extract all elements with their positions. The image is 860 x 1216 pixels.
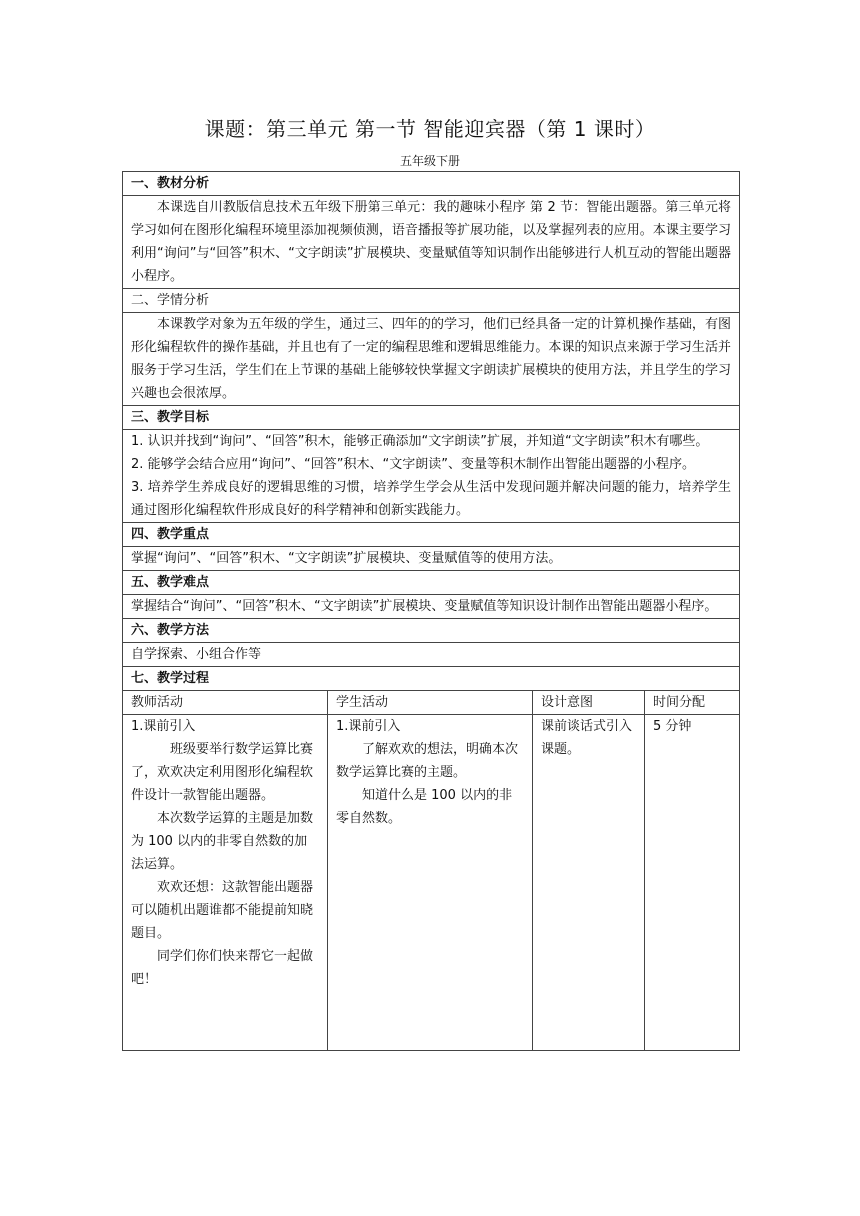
student-activity-cell (328, 715, 533, 1051)
design-intent-cell: 课前谈话式引入课题。 (533, 715, 645, 1051)
section-heading: 二、学情分析 (123, 289, 740, 313)
section-6-header-row (123, 619, 740, 643)
process-column-header-row (123, 691, 740, 715)
time-allocation-cell: 5 分钟 (645, 715, 740, 1051)
section-heading: 七、教学过程 (123, 667, 740, 691)
section-2-body-row (123, 313, 740, 406)
section-heading: 五、教学难点 (123, 571, 740, 595)
goal-item: 3. 培养学生养成良好的逻辑思维的习惯，培养学生学会从生活中发现问题并解决问题的能力，培养学生通过图形化编程软件形成良好的科学精神和创新实践能力。 (131, 480, 732, 518)
student-paragraph: 知道什么是 100 以内的非零自然数。 (336, 788, 513, 826)
student-paragraph: 了解欢欢的想法，明确本次数学运算比赛的主题。 (336, 742, 519, 780)
section-2-header-row (123, 289, 740, 313)
section-heading: 三、教学目标 (123, 406, 740, 430)
section-6-body-row (123, 643, 740, 667)
column-header-teacher: 教师活动 (123, 691, 328, 715)
section-heading: 一、教材分析 (123, 172, 740, 196)
teacher-activity-cell (123, 715, 328, 1051)
section-body (123, 196, 740, 289)
section-4-body-row (123, 547, 740, 571)
student-step-title: 1.课前引入 (336, 719, 401, 734)
section-5-header-row (123, 571, 740, 595)
column-header-time: 时间分配 (645, 691, 740, 715)
teacher-paragraph: 欢欢还想：这款智能出题器可以随机出题谁都不能提前知晓题目。 (131, 880, 314, 941)
section-3-body-row (123, 430, 740, 523)
section-body (123, 313, 740, 406)
section-body: 掌握“询问”、“回答”积木、“文字朗读”扩展模块、变量赋值等的使用方法。 (123, 547, 740, 571)
section-1-body-row (123, 196, 740, 289)
section-3-header-row (123, 406, 740, 430)
teacher-paragraph: 班级要举行数学运算比赛了，欢欢决定利用图形化编程软件设计一款智能出题器。 (131, 742, 314, 803)
student-analysis-text: 本课教学对象为五年级的学生，通过三、四年的的学习，他们已经具备一定的计算机操作基础，有图形化编程软件的操作基础，并且也有了一定的编程思维和逻辑思维能力。本课的知识点来源于学习生活并服务于学习生活，学生们在上节课的基础上能够较快掌握文字朗读扩展模块的使用方法，并且学生的学习兴趣也会很浓厚。 (131, 317, 732, 401)
textbook-analysis-text: 本课选自川教版信息技术五年级下册第三单元：我的趣味小程序 第 2 节：智能出题器。第三单元将学习如何在图形化编程环境里添加视频侦测，语音播报等扩展功能，以及掌握列表的应用。本课主要学习利用“询问”与“回答”积木、“文字朗读”扩展模块、变量赋值等知识制作出能够进行人机互动的智能出题器小程序。 (131, 200, 732, 284)
column-header-student: 学生活动 (328, 691, 533, 715)
lesson-plan-table (122, 171, 740, 1051)
teacher-paragraph: 同学们你们快来帮它一起做吧！ (131, 949, 314, 987)
section-body (123, 430, 740, 523)
section-5-body-row (123, 595, 740, 619)
section-body: 掌握结合“询问”、“回答”积木、“文字朗读”扩展模块、变量赋值等知识设计制作出智能出题器小程序。 (123, 595, 740, 619)
section-body: 自学探索、小组合作等 (123, 643, 740, 667)
teacher-paragraph: 本次数学运算的主题是加数为 100 以内的非零自然数的加法运算。 (131, 811, 314, 872)
page-title: 课题：第三单元 第一节 智能迎宾器（第 1 课时） (204, 117, 656, 141)
section-heading: 四、教学重点 (123, 523, 740, 547)
section-4-header-row (123, 523, 740, 547)
teacher-step-title: 1.课前引入 (131, 719, 196, 734)
goal-item: 1. 认识并找到“询问”、“回答”积木，能够正确添加“文字朗读”扩展，并知道“文字朗读”积木有哪些。 (131, 434, 709, 449)
goal-item: 2. 能够学会结合应用“询问”、“回答”积木、“文字朗读”、变量等积木制作出智能出题器的小程序。 (131, 457, 695, 472)
grade-subtitle: 五年级下册 (399, 154, 460, 168)
column-header-intent: 设计意图 (533, 691, 645, 715)
section-1-header-row (123, 172, 740, 196)
section-7-header-row (123, 667, 740, 691)
section-heading: 六、教学方法 (123, 619, 740, 643)
process-row (123, 715, 740, 1051)
